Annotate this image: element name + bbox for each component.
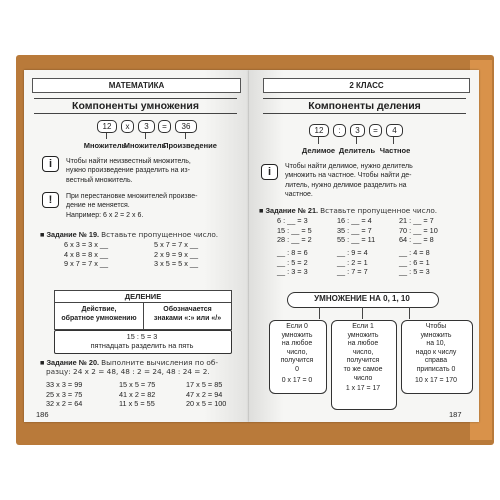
task-21-column-1: 6 : __ = 3 15 : __ = 5 28 : __ = 2: [277, 216, 312, 244]
task-21-column-4: __ : 8 = 6 __ : 5 = 2 __ : 3 = 3: [277, 248, 308, 276]
eq-division-operator: :: [333, 124, 346, 137]
division-table-col-1: Действие, обратное умножению: [61, 306, 137, 322]
task-21-heading: ■ Задание № 21. Вставьте пропущенное число.: [259, 206, 438, 215]
multiplication-components-title: Компоненты умножения: [34, 98, 237, 114]
task-21-column-5: __ : 9 = 4 __ : 2 = 1 __ : 7 = 7: [337, 248, 368, 276]
left-page-number: 186: [36, 410, 49, 419]
right-page: [249, 70, 479, 422]
eq-product: 36: [175, 120, 197, 133]
warning-icon: !: [42, 192, 59, 208]
mult-rules-title: УМНОЖЕНИЕ НА 0, 1, 10: [314, 294, 410, 303]
task-20-column-2: 15 x 5 = 75 41 x 2 = 82 11 x 5 = 55: [119, 380, 156, 408]
task-21-column-6: __ : 4 = 8 __ : 6 = 1 __ : 5 = 3: [399, 248, 430, 276]
task-19-column-1: 6 x 3 = 3 x __ 4 x 8 = 8 x __ 9 x 7 = 7 x __: [64, 240, 109, 268]
arrow-factor-1: [106, 133, 107, 139]
eq-factor-1: 12: [97, 120, 117, 133]
arrow-factor-2: [145, 133, 146, 139]
mult-rules-connector-1: [319, 307, 320, 319]
division-rule-text: Чтобы найти делимое, нужно делитель умножить на частное. Чтобы найти де- литель, нужно делимое разделить на частное.: [285, 163, 413, 198]
mult-rules-connector-2: [362, 307, 363, 319]
right-page-number: 187: [449, 410, 462, 419]
division-table-col-2: Обозначается знаками «:» или «/»: [153, 306, 222, 322]
division-table: [54, 290, 232, 330]
eq-quotient: 4: [386, 124, 403, 137]
label-product: Произведение: [163, 141, 217, 150]
task-19-heading: ■ Задание № 19. Вставьте пропущенное число.: [40, 230, 219, 239]
task-19-column-2: 5 x 7 = 7 x __ 2 x 9 = 9 x __ 3 x 5 = 5 x __: [154, 240, 199, 268]
label-factor-2: Множитель: [123, 141, 167, 150]
task-20-column-3: 17 x 5 = 85 47 x 2 = 94 20 x 5 = 100: [186, 380, 227, 408]
rule-multiply-by-one: Если 1 умножить на любое число, получится то же самое число 1 x 17 = 17: [343, 323, 383, 393]
division-example-words: пятнадцать разделить на пять: [90, 341, 194, 350]
label-dividend: Делимое: [301, 146, 336, 155]
commutative-rule-text: При перестановке множителей произве- дение не меняется. Например: 6 x 2 = 2 x 6.: [66, 193, 198, 219]
rule-multiply-by-zero: Если 0 умножить на любое число, получится 0 0 x 17 = 0: [280, 323, 314, 384]
eq-factor-2: 3: [138, 120, 155, 133]
label-quotient: Частное: [379, 146, 411, 155]
task-21-column-3: 21 : __ = 7 70 : __ = 10 64 : __ = 8: [399, 216, 438, 244]
task-20-column-1: 33 x 3 = 99 25 x 3 = 75 32 x 2 = 64: [46, 380, 83, 408]
left-page: [24, 70, 249, 422]
arrow-divisor: [356, 137, 357, 144]
arrow-product: [185, 133, 186, 139]
eq-dividend: 12: [309, 124, 329, 137]
arrow-quotient: [393, 137, 394, 144]
label-divisor: Делитель: [338, 146, 376, 155]
left-page-header: МАТЕМАТИКА: [32, 78, 241, 93]
right-page-header: 2 КЛАСС: [263, 78, 470, 93]
division-components-title: Компоненты деления: [263, 98, 466, 114]
task-21-column-2: 16 : __ = 4 35 : __ = 7 55 : __ = 11: [337, 216, 376, 244]
info-icon: i: [42, 156, 59, 172]
eq-divisor: 3: [350, 124, 365, 137]
mult-rules-connector-3: [409, 307, 410, 319]
eq-operator: x: [121, 120, 134, 133]
division-table-title: ДЕЛЕНИЕ: [55, 291, 231, 303]
eq-equals-right: =: [369, 124, 382, 137]
division-example: 15 : 5 = 3: [126, 332, 158, 341]
info-rule-text: Чтобы найти неизвестный множитель, нужно произведение разделить на из- вестный множитель.: [66, 158, 191, 184]
task-20-sample: разцу: 24 x 2 = 48, 48 : 2 = 24, 48 : 24 = 2.: [46, 367, 210, 376]
arrow-dividend: [318, 137, 319, 144]
task-20-heading: ■ Задание № 20. Выполните вычисления по об-: [40, 358, 218, 367]
info-icon-right: i: [261, 164, 278, 180]
eq-equals: =: [158, 120, 171, 133]
rule-multiply-by-ten: Чтобы умножить на 10, надо к числу справа приписать 0 10 x 17 = 170: [415, 323, 457, 384]
label-factor-1: Множитель: [83, 141, 127, 150]
